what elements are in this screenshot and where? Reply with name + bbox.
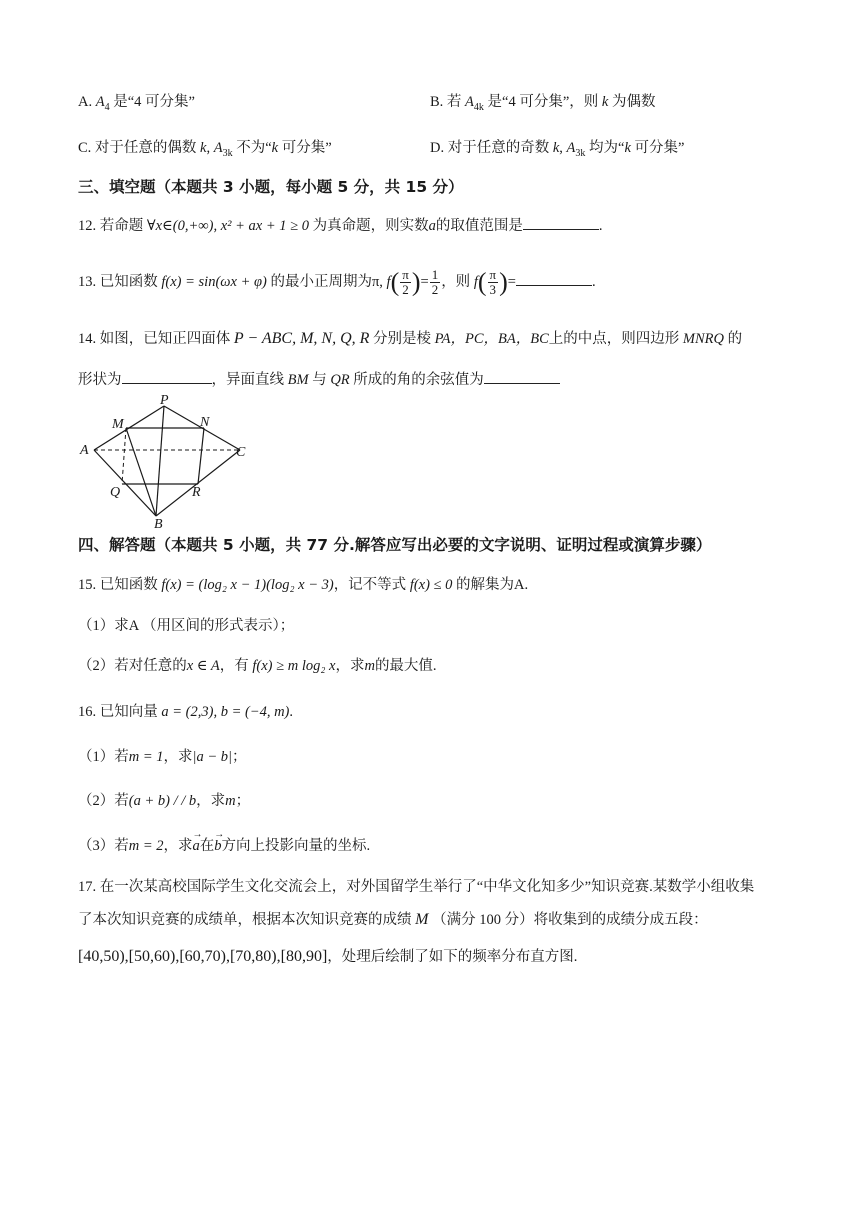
q16-p1-text: ，求 [163,749,193,765]
segment-mq-hidden [122,428,126,484]
q16-part-3 [78,836,370,856]
q14-line-qr: QR [330,372,350,388]
q16-p1-ask: |a − b| [192,749,233,765]
q15-p2-text-1: ，有 [219,658,249,674]
option-d-set: A [566,140,576,156]
edge-pb [156,406,164,516]
segment-nr [198,428,204,484]
q17-line-2a: 了本次知识竞赛的成绩单，根据本次知识竞赛的成绩 [78,912,412,928]
q15-end: . [524,577,529,593]
q12-number: 12. [78,218,97,234]
label-a: A [80,443,89,458]
option-b-sub: 4k [473,101,484,113]
q16-p2-text: ，求 [196,793,226,809]
q15-p2-var: m [364,658,375,674]
q14-text-6: ，异面直线 [211,372,284,388]
q14-number: 14. [78,331,97,347]
q11-option-c: C. 对于任意的偶数 k, $A_{3k}$ 不为“k 可分集” [78,140,332,159]
q15-p2-text-2: ，求 [335,658,365,674]
q15-part-1 [78,616,294,636]
q16-p3-vector-b: → b [214,836,221,856]
question-17-line-3 [78,947,577,967]
q16-p2-cond: (a + b) / / b [128,793,197,809]
option-d-sub: 3k [575,147,586,159]
q12-answer-blank[interactable] [523,215,599,230]
q16-p3-cond: m = 2 [128,838,164,854]
q17-line-3b: ，处理后绘制了如下的频率分布直方图. [327,949,578,965]
q13-number: 13. [78,273,97,290]
option-a-prefix: A. [78,94,93,110]
q16-p2-var: m [225,793,236,809]
q15-text-1: 已知函数 [99,577,158,593]
q14-answer-blank-2[interactable] [484,369,560,384]
option-a-text: 是“4 可分集” [113,94,195,110]
q16-p3-text-1: ，求 [163,838,193,854]
q16-vectors: a = (2,3), b = (−4, m) [161,704,290,720]
label-c: C [236,445,246,460]
q17-number: 17. [78,879,97,895]
q15-p2-label: （2）若对任意的 [78,658,187,674]
q11-option-a [78,92,195,118]
q14-text-4: 的 [727,331,743,347]
q17-line-2b: （满分 100 分）将收集到的成绩分成五段： [432,912,708,928]
section-4-heading: 四、解答题（本题共 5 小题，共 77 分.解答应写出必要的文字说明、证明过程或演算步骤） [78,536,712,554]
q16-p1-cond: m = 1 [128,749,164,765]
q16-p3-text-2: 在 [199,838,215,854]
q14-line-bm: BM [287,372,309,388]
q14-answer-blank-1[interactable] [122,369,212,384]
option-d-text1: 均为“ [589,140,625,156]
option-a-sub: 4 [104,101,110,113]
q13-answer-blank[interactable] [516,271,592,286]
q14-text-3: 上的中点，则四边形 [548,331,680,347]
option-c-set: A [213,140,223,156]
q12-end: . [598,218,603,234]
q14-edges: PA，PC，BA，BC [434,331,549,347]
question-16 [78,702,293,722]
q15-text-3: 的解集为 [456,577,515,593]
q14-text-7: 与 [312,372,327,388]
q16-number: 16. [78,704,97,720]
question-14-line-1 [78,329,742,349]
label-m: M [112,417,124,432]
q16-p3-label: （3）若 [78,838,129,854]
option-d-text2: 可分集” [634,140,685,156]
tetrahedron-figure [76,392,256,532]
option-c-text1: 不为“ [236,140,272,156]
q16-p2-end: ； [235,793,251,809]
q14-text-8: 所成的角的余弦值为 [353,372,484,388]
q15-set: A [514,577,525,593]
q17-line-1: 在一次某高校国际学生文化交流会上，对外国留学生举行了“中华文化知多少”知识竞赛.某数学小组收集 [99,879,755,895]
q16-p2-label: （2）若 [78,793,129,809]
question-13: 13. 已知函数 f(x) = sin(ωx + φ) 的最小正周期为π, f( $\frac{\pi}{2}$ )= $\frac{1}{2}$ ，则 f( $\frac{\pi}{3}$ )= . [78,267,596,297]
q15-p2-domain: x ∈ A [186,658,220,674]
q16-part-1 [78,747,247,767]
label-n: N [200,415,210,430]
section-3-heading: 三、填空题（本题共 3 小题，每小题 5 分，共 15 分） [78,178,464,196]
option-c-text2: 可分集” [281,140,332,156]
option-c-prefix: C. 对于任意的偶数 [78,140,197,156]
q16-text-1: 已知向量 [99,704,158,720]
q13-end: . [591,273,596,290]
q12-text-1: 若命题 [99,218,144,234]
question-15 [78,575,528,595]
option-d-var: k [552,140,560,156]
q16-p3-text-3: 方向上投影向量的坐标. [221,838,371,854]
option-b-text1: 是“4 可分集”，则 [487,94,599,110]
q13-text-3: ，则 [441,273,471,290]
option-a-set: A [95,94,105,110]
q15-p1-set: A [128,618,139,634]
q17-intervals: [40,50),[50,60),[60,70),[70,80),[80,90] [78,948,328,965]
option-b-text2: 为偶数 [611,94,656,110]
option-d-prefix: D. 对于任意的奇数 [430,140,550,156]
edge-ab [94,450,156,516]
question-12 [78,215,602,236]
option-c-var: k [200,140,207,156]
label-p: P [160,393,169,408]
q12-text-3: 的取值范围是 [435,218,523,234]
q13-ask-fraction: $\frac{\pi}{3}$ [489,267,497,297]
q16-p1-end: ； [232,749,247,765]
question-17-line-1 [78,877,754,897]
q15-text-2: ，记不等式 [333,577,407,593]
q13-cond-fraction-b: $\frac{1}{2}$ [431,267,439,297]
q12-var: a [428,218,436,234]
q15-number: 15. [78,577,97,593]
label-r: R [192,485,201,500]
option-d-k: k [624,140,631,156]
segment-bm [126,428,156,516]
q13-cond-fraction-a: $\frac{\pi}{2}$ [402,267,409,297]
option-b-prefix: B. 若 [430,94,462,110]
q12-text-2: 为真命题，则实数 [312,218,429,234]
q15-p1-label: （1）求 [78,618,129,634]
q13-text-2: 的最小正周期为π, [270,273,383,290]
q16-part-2 [78,791,250,811]
option-c-k: k [271,140,279,156]
q11-option-d: D. 对于任意的奇数 k, $A_{3k}$ 均为“k 可分集” [430,140,685,159]
q16-p1-label: （1）若 [78,749,129,765]
q16-p3-vector-a: → a [193,836,200,856]
q15-p2-ineq: f(x) ≥ m log₂ x [252,658,336,674]
question-17-line-2 [78,910,708,930]
q11-option-b [430,92,655,118]
q15-p2-text-3: 的最大值. [374,658,437,674]
q14-text-5: 形状为 [78,372,122,388]
q14-text-1: 如图，已知正四面体 [99,331,231,347]
q14-text-2: 分别是棱 [373,331,432,347]
q15-func: f(x) = (log₂ x − 1)(log₂ x − 3) [161,577,334,593]
q13-text-1: 已知函数 [99,273,158,290]
q17-var-m: M [415,911,429,928]
label-q: Q [110,485,121,500]
q14-quad: MNRQ [682,331,725,347]
q15-ineq: f(x) ≤ 0 [409,577,453,593]
label-b: B [154,517,163,532]
q15-p1-text: （用区间的形式表示）； [142,618,295,634]
q14-math: P − ABC, M, N, Q, R [233,330,370,347]
option-c-sub: 3k [222,147,233,159]
question-14-line-2 [78,369,560,390]
q15-part-2 [78,656,437,676]
q12-math: ∀x∈(0,+∞), x² + ax + 1 ≥ 0 [146,218,309,234]
option-b-var: k [601,94,609,110]
option-b-set: A [465,94,474,110]
q16-end: . [289,704,294,720]
q13-func: f(x) = sin(ωx + φ) [161,273,267,290]
